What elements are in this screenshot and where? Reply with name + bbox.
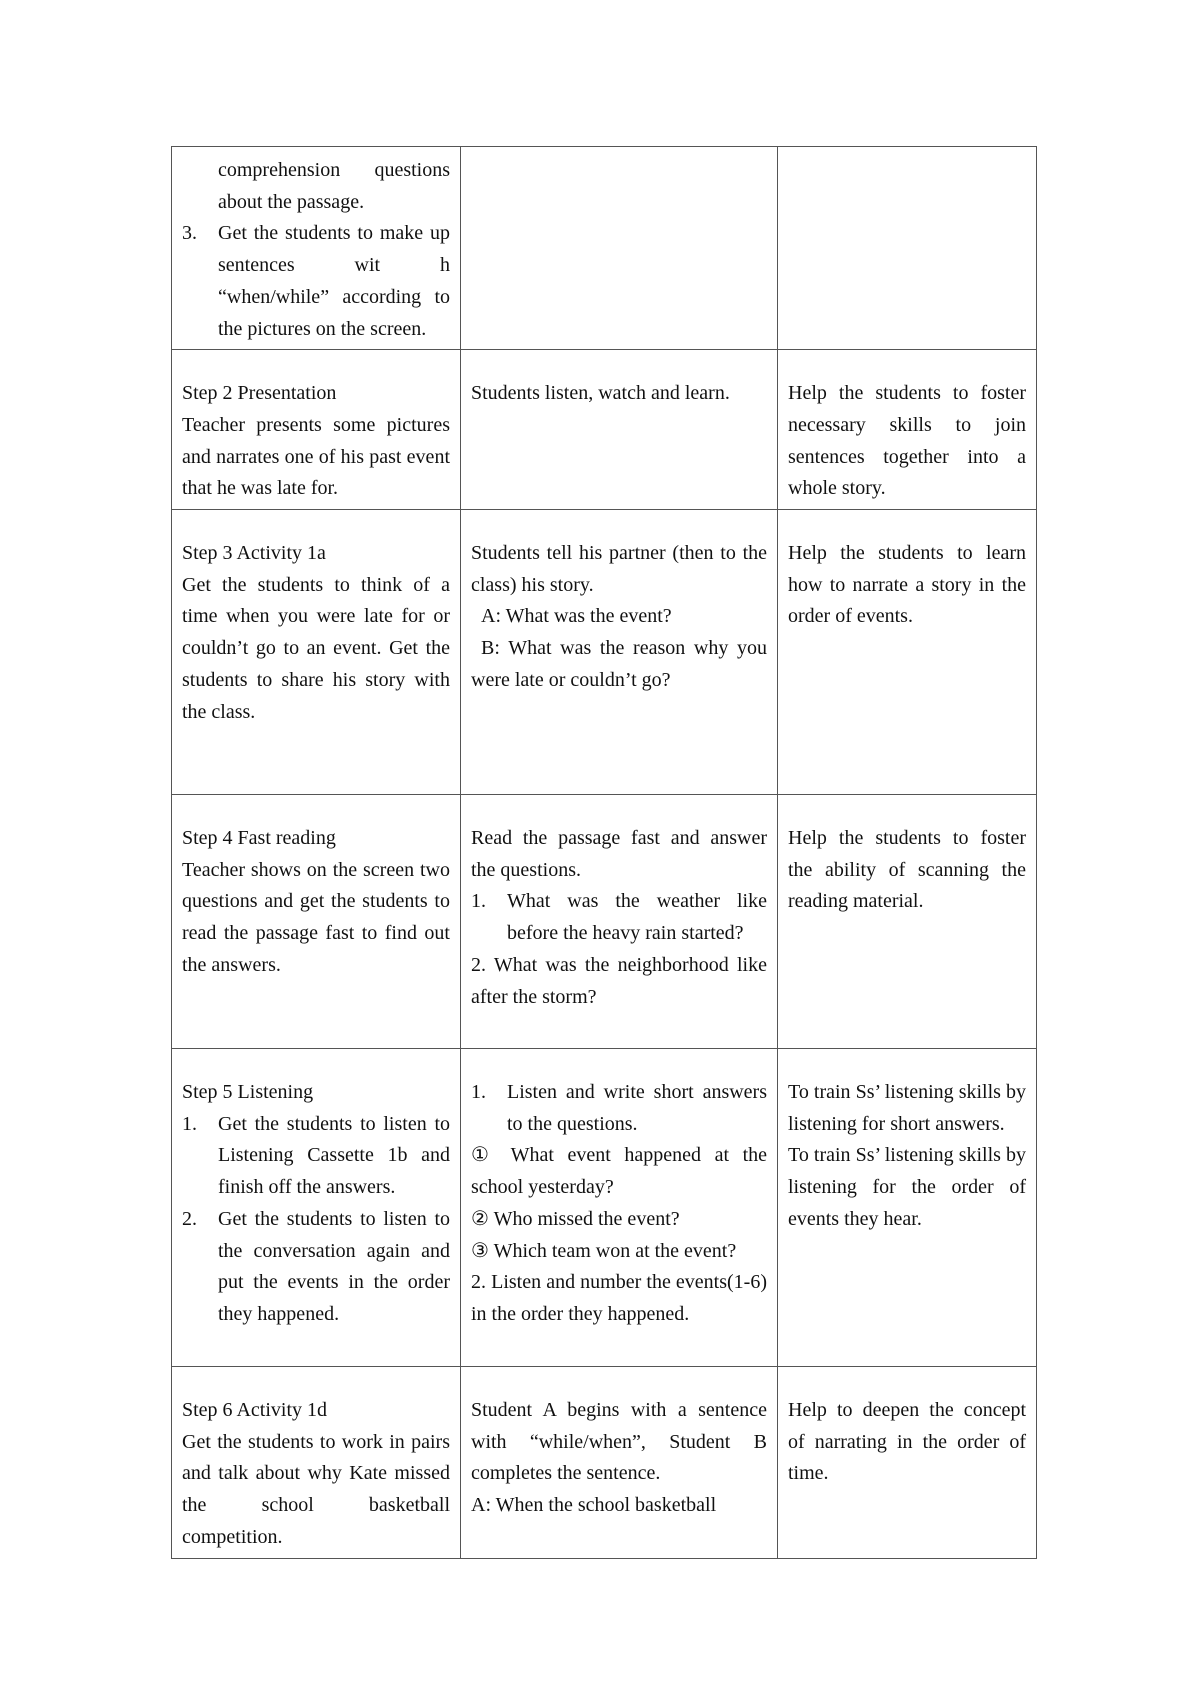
student-activity-cell: Students tell his partner (then to the class) his story. A: What was the event? B: What was the reason why you were late or couldn’t go? xyxy=(461,510,778,795)
list-item: 1. Listen and write short answers to the questions. xyxy=(471,1081,767,1135)
procedure-cell xyxy=(172,147,461,350)
table-row xyxy=(172,510,1037,795)
list-item: 1. Get the students to listen to Listening Cassette 1b and finish off the answers. xyxy=(182,1112,450,1199)
procedure-list xyxy=(182,218,450,345)
step-title: Step 4 Fast reading xyxy=(182,827,336,850)
procedure-cell xyxy=(172,350,461,510)
step-body: Get the students to think of a time when you were late for or couldn’t go to an event. Get the students to share his story with the class. xyxy=(182,573,450,723)
step-title: Step 3 Activity 1a xyxy=(182,542,326,565)
procedure-cell xyxy=(172,795,461,1049)
student-activity-cell: 1. Listen and write short answers to the questions. ① What event happened at the school yesterday? ② Who missed the event? ③ Which team won at the event? 2. Listen and number the events(1-6) in the order they happened. xyxy=(461,1049,778,1367)
continued-text: comprehension questions about the passage. xyxy=(218,159,450,213)
procedure-cell xyxy=(172,510,461,795)
list-item: 1. What was the weather like before the heavy rain started? xyxy=(471,890,767,945)
procedure-cell xyxy=(172,1049,461,1367)
step-title: Step 2 Presentation xyxy=(182,382,337,405)
step-title: Step 6 Activity 1d xyxy=(182,1399,327,1422)
table-row xyxy=(172,350,1037,510)
purpose-cell: To train Ss’ listening skills by listening for short answers. To train Ss’ listening skills by listening for the order of events they hear. xyxy=(778,1049,1037,1367)
step-body: Get the students to work in pairs and talk about why Kate missed the school basketball competition. xyxy=(182,1430,450,1548)
purpose-cell: Help to deepen the concept of narrating in the order of time. xyxy=(778,1367,1037,1559)
student-activity-cell: Read the passage fast and answer the questions. 1. What was the weather like before the heavy rain started? 2. What was the neighborhood like after the storm? xyxy=(461,795,778,1049)
student-activity-cell: Students listen, watch and learn. xyxy=(461,350,778,510)
student-activity-cell: Student A begins with a sentence with “while/when”, Student B completes the sentence. A: When the school basketball xyxy=(461,1367,778,1559)
purpose-cell xyxy=(778,147,1037,350)
step-body: Teacher shows on the screen two questions and get the students to read the passage fast to find out the answers. xyxy=(182,858,450,976)
purpose-cell: Help the students to learn how to narrate a story in the order of events. xyxy=(778,510,1037,795)
step-title: Step 5 Listening xyxy=(182,1081,314,1104)
table-row xyxy=(172,147,1037,350)
list-item: 2. Get the students to listen to the conversation again and put the events in the order they happened. xyxy=(182,1207,450,1325)
procedure-list xyxy=(182,1109,450,1331)
purpose-cell: Help the students to foster the ability of scanning the reading material. xyxy=(778,795,1037,1049)
table-row xyxy=(172,795,1037,1049)
purpose-cell: Help the students to foster necessary skills to join sentences together into a whole story. xyxy=(778,350,1037,510)
lesson-plan-table xyxy=(171,146,1037,1559)
table-row xyxy=(172,1049,1037,1367)
table-row xyxy=(172,1367,1037,1559)
student-activity-cell xyxy=(461,147,778,350)
list-item: 3. Get the students to make up sentences wit h “when/while” according to the pictures on the screen. xyxy=(182,222,450,340)
procedure-cell xyxy=(172,1367,461,1559)
step-body: Teacher presents some pictures and narrates one of his past event that he was late for. xyxy=(182,413,450,500)
